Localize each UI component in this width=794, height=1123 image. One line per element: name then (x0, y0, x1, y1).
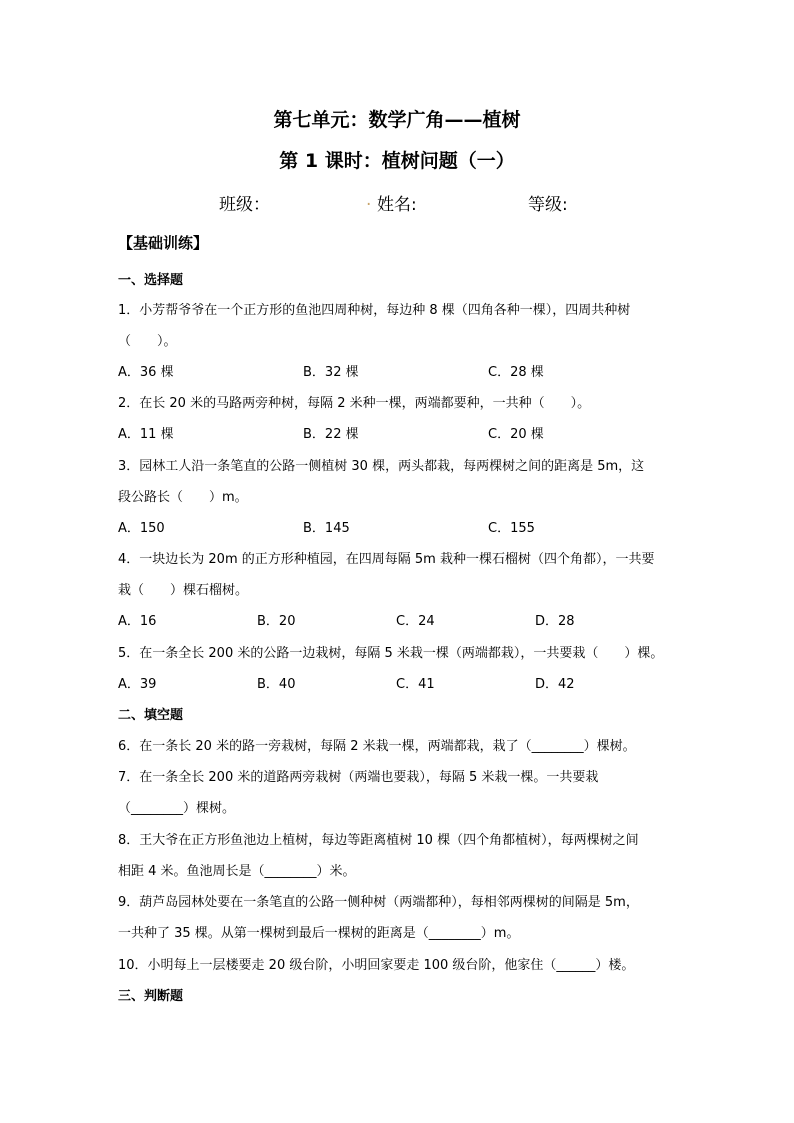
question-3-line-1: 3．园林工人沿一条笔直的公路一侧植树 30 棵，两头都栽，每两棵树之间的距离是 5m，这 (118, 459, 645, 474)
section-basic-training: 【基础训练】 (118, 234, 209, 252)
q4-option-d: D．28 (535, 614, 575, 629)
question-4-line-2: 栽（ ）棵石榴树。 (118, 583, 249, 598)
q5-option-a: A．39 (118, 677, 157, 692)
q3-option-b: B．145 (303, 521, 350, 536)
section-true-false: 三、判断题 (118, 989, 184, 1004)
q1-option-b: B．32 棵 (303, 365, 359, 380)
question-2-line-1: 2．在长 20 米的马路两旁种树，每隔 2 米种一棵，两端都要种，一共种（ ）。 (118, 396, 591, 411)
question-7-line-2: （________）棵树。 (118, 801, 236, 816)
question-9-line-2: 一共种了 35 棵。从第一棵树到最后一棵树的距离是（________）m。 (118, 926, 520, 941)
question-1-line-2: （ ）。 (118, 334, 177, 349)
q4-option-a: A．16 (118, 614, 157, 629)
question-4-line-1: 4．一块边长为 20m 的正方形种植园，在四周每隔 5m 栽种一棵石榴树（四个角都），一共要 (118, 552, 655, 567)
q4-option-b: B．20 (257, 614, 296, 629)
question-10-line-1: 10．小明每上一层楼要走 20 级台阶，小明回家要走 100 级台阶，他家住（______）楼。 (118, 958, 635, 973)
q4-option-c: C．24 (396, 614, 435, 629)
question-7-line-1: 7．在一条全长 200 米的道路两旁栽树（两端也要栽），每隔 5 米栽一棵。一共要栽 (118, 770, 599, 785)
question-8-line-2: 相距 4 米。鱼池周长是（________）米。 (118, 864, 356, 879)
unit-title: 第七单元：数学广角——植树 (273, 109, 521, 131)
question-6-line-1: 6．在一条长 20 米的路一旁栽树，每隔 2 米栽一棵，两端都栽，栽了（________）棵树。 (118, 739, 636, 754)
section-fill-in: 二、填空题 (118, 708, 184, 723)
q2-option-b: B．22 棵 (303, 427, 359, 442)
q3-option-c: C．155 (488, 521, 535, 536)
section-choice: 一、选择题 (118, 273, 184, 288)
dot-mark: . (366, 190, 372, 210)
question-8-line-1: 8．王大爷在正方形鱼池边上植树，每边等距离植树 10 棵（四个角都植树），每两棵树之间 (118, 833, 639, 848)
name-label: 姓名: (377, 195, 417, 215)
grade-label: 等级: (528, 195, 568, 215)
q2-option-a: A．11 棵 (118, 427, 174, 442)
question-5-line-1: 5．在一条全长 200 米的公路一边栽树，每隔 5 米栽一棵（两端都栽），一共要栽（ ）棵。 (118, 646, 664, 661)
q3-option-a: A．150 (118, 521, 165, 536)
q1-option-a: A．36 棵 (118, 365, 174, 380)
question-3-line-2: 段公路长（ ）m。 (118, 490, 248, 505)
q2-option-c: C．20 棵 (488, 427, 544, 442)
q1-option-c: C．28 棵 (488, 365, 544, 380)
student-info-row (0, 190, 794, 214)
q5-option-c: C．41 (396, 677, 435, 692)
q5-option-d: D．42 (535, 677, 575, 692)
lesson-title: 第 1 课时：植树问题（一） (279, 150, 515, 172)
q5-option-b: B．40 (257, 677, 296, 692)
class-label: 班级： (219, 195, 270, 215)
question-9-line-1: 9．葫芦岛园林处要在一条笔直的公路一侧种树（两端都种），每相邻两棵树的间隔是 5m， (118, 895, 639, 910)
question-1-line-1: 1．小芳帮爷爷在一个正方形的鱼池四周种树，每边种 8 棵（四角各种一棵），四周共种树 (118, 303, 631, 318)
